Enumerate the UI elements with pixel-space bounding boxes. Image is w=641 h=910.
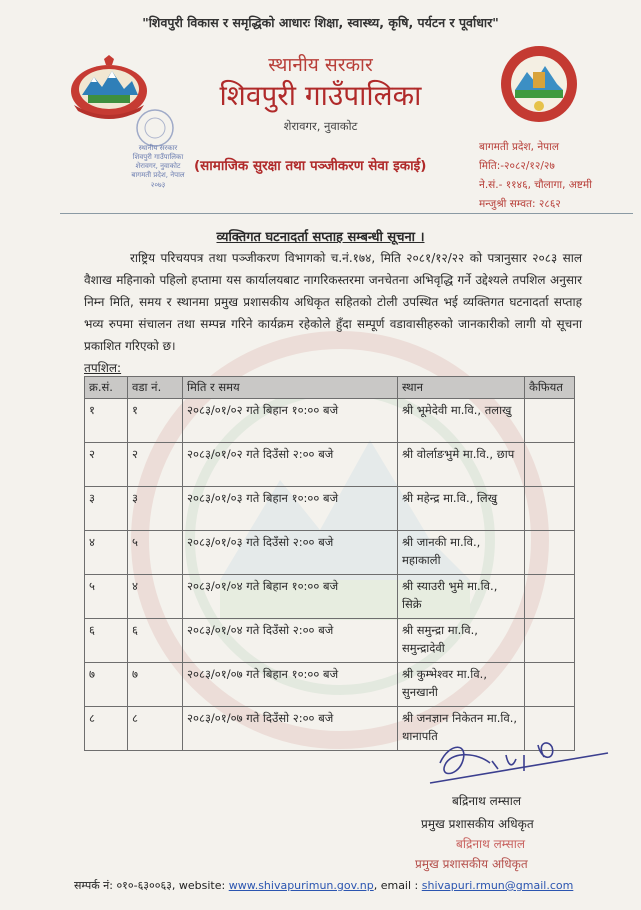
cell-datetime: २०८३/०१/०३ गते बिहान १०:०० बजे: [183, 487, 398, 531]
cell-remarks: [525, 663, 575, 707]
cell-ward: ६: [128, 619, 183, 663]
cell-remarks: [525, 575, 575, 619]
header-divider: [60, 213, 633, 214]
header-right-info: [479, 138, 592, 214]
table-header-row: [85, 377, 575, 399]
office-seal-icon: [115, 106, 201, 206]
letter-date: मिति:-२०८२/१२/२७: [479, 160, 555, 172]
cell-datetime: २०८३/०१/०७ गते बिहान १०:०० बजे: [183, 663, 398, 707]
notice-subject: व्यक्तिगत घटनादर्ता सप्ताह सम्बन्धी सूचना ।: [216, 230, 425, 245]
cell-venue: श्री जनज्ञान निकेतन मा.वि., थानापति: [398, 707, 525, 751]
name-stamp: बद्रिनाथ लम्साल: [456, 837, 525, 851]
cell-remarks: [525, 619, 575, 663]
unit-label: (सामाजिक सुरक्षा तथा पञ्जीकरण सेवा इकाई): [194, 158, 427, 174]
cell-ward: २: [128, 443, 183, 487]
nepal-sambat-date: ने.सं.- ११४६, चौलागा, अष्टमी: [479, 179, 592, 191]
cell-venue: श्री कुम्भेश्वर मा.वि., सुनखानी: [398, 663, 525, 707]
cell-sn: ७: [85, 663, 128, 707]
signatory-name: बद्रिनाथ लम्साल: [452, 794, 521, 808]
cell-ward: १: [128, 399, 183, 443]
website-link[interactable]: www.shivapurimun.gov.np: [228, 879, 374, 892]
cell-venue: श्री स्याउरी भुमे मा.वि., सिक्रे: [398, 575, 525, 619]
signatory-title: प्रमुख प्रशासकीय अधिकृत: [421, 817, 534, 831]
stamp-line-1: स्थानीय सरकार: [138, 144, 178, 152]
table-row: [85, 399, 575, 443]
cell-sn: ४: [85, 531, 128, 575]
cell-remarks: [525, 399, 575, 443]
cell-remarks: [525, 531, 575, 575]
header-remarks: कैफियत: [525, 377, 575, 399]
table-row: [85, 443, 575, 487]
table-row: [85, 487, 575, 531]
cell-sn: २: [85, 443, 128, 487]
cell-sn: ३: [85, 487, 128, 531]
shivapuri-logo-icon: [499, 44, 579, 124]
cell-datetime: २०८३/०१/०७ गते दिउँसो २:०० बजे: [183, 707, 398, 751]
footer-email-label: , email :: [373, 879, 422, 892]
table-row: [85, 619, 575, 663]
title-stamp: प्रमुख प्रशासकीय अधिकृत: [415, 857, 528, 871]
stamp-line-2: शिवपुरी गाउँपालिका: [132, 153, 184, 161]
cell-datetime: २०८३/०१/०४ गते बिहान १०:०० बजे: [183, 575, 398, 619]
cell-sn: ६: [85, 619, 128, 663]
cell-venue: श्री भूमेदेवी मा.वि., तलाखु: [398, 399, 525, 443]
province-label: बागमती प्रदेश, नेपाल: [479, 141, 559, 153]
office-address: शेरावगर, नुवाकोट: [283, 119, 358, 133]
cell-ward: ४: [128, 575, 183, 619]
municipality-name: शिवपुरी गाउँपालिका: [219, 79, 422, 112]
stamp-line-5: २०७३: [150, 181, 166, 189]
footer-contact: [74, 878, 573, 893]
schedule-table: [84, 376, 575, 751]
cell-ward: ५: [128, 531, 183, 575]
cell-sn: १: [85, 399, 128, 443]
cell-datetime: २०८३/०१/०३ गते दिउँसो २:०० बजे: [183, 531, 398, 575]
stamp-line-4: बागमती प्रदेश, नेपाल: [131, 171, 185, 179]
cell-remarks: [525, 443, 575, 487]
notice-body: [84, 247, 582, 357]
header-venue: स्थान: [398, 377, 525, 399]
cell-venue: श्री जानकी मा.वि., महाकाली: [398, 531, 525, 575]
cell-sn: ५: [85, 575, 128, 619]
slogan: "शिवपुरी विकास र समृद्धिको आधारः शिक्षा, स्वास्थ्य, कृषि, पर्यटन र पूर्वाधार": [142, 15, 499, 30]
footer-contact-label: सम्पर्क नं: ०१०-६३००६३, website:: [74, 879, 229, 892]
cell-datetime: २०८३/०१/०४ गते दिउँसो २:०० बजे: [183, 619, 398, 663]
cell-datetime: २०८३/०१/०२ गते बिहान १०:०० बजे: [183, 399, 398, 443]
government-label: स्थानीय सरकार: [268, 54, 373, 76]
table-row: [85, 531, 575, 575]
cell-venue: श्री महेन्द्र मा.वि., लिखु: [398, 487, 525, 531]
cell-datetime: २०८३/०१/०२ गते दिउँसो २:०० बजे: [183, 443, 398, 487]
cell-venue: श्री समुन्द्रा मा.वि., समुन्द्रादेवी: [398, 619, 525, 663]
header-ward: वडा नं.: [128, 377, 183, 399]
cell-ward: ८: [128, 707, 183, 751]
manjushri-date: मन्जुश्री सम्वत: २८६२: [479, 198, 561, 210]
header-sn: क्र.सं.: [85, 377, 128, 399]
stamp-line-3: शेरावगर, नुवाकोट: [135, 162, 181, 170]
table-row: [85, 663, 575, 707]
handwritten-signature: [420, 733, 610, 791]
table-row: [85, 575, 575, 619]
cell-ward: ७: [128, 663, 183, 707]
notice-body-text: राष्ट्रिय परिचयपत्र तथा पञ्जीकरण विभागको च.नं.१७४, मिति २०८१/१२/२२ को पत्रानुसार २०८३ साल वैशाख महिनाको पहिलो हप्तामा यस कार्यालयबाट नागरिकस्तरमा जनचेतना अभिवृद्धि गर्ने उद्देश्यले तपशिल अनुसार निम्न मिति, समय र स्थानमा प्रमुख प्रशासकीय अधिकृत सहितको टोली उपस्थित भई व्यक्तिगत घटनादर्ता सप्ताह भव्य रुपमा संचालन तथा सम्पन्न गरिने कार्यक्रम रहेकोले हुँदा सम्पूर्ण वडावासीहरुको जानकारीको लागी यो सूचना प्रकाशित गरिएको छ।: [84, 251, 582, 353]
cell-sn: ८: [85, 707, 128, 751]
cell-ward: ३: [128, 487, 183, 531]
cell-remarks: [525, 487, 575, 531]
cell-venue: श्री वोर्लाङभुमे मा.वि., छाप: [398, 443, 525, 487]
header-datetime: मिति र समय: [183, 377, 398, 399]
email-link[interactable]: shivapuri.rmun@gmail.com: [421, 879, 574, 892]
details-label: तपशिल:: [84, 361, 122, 375]
